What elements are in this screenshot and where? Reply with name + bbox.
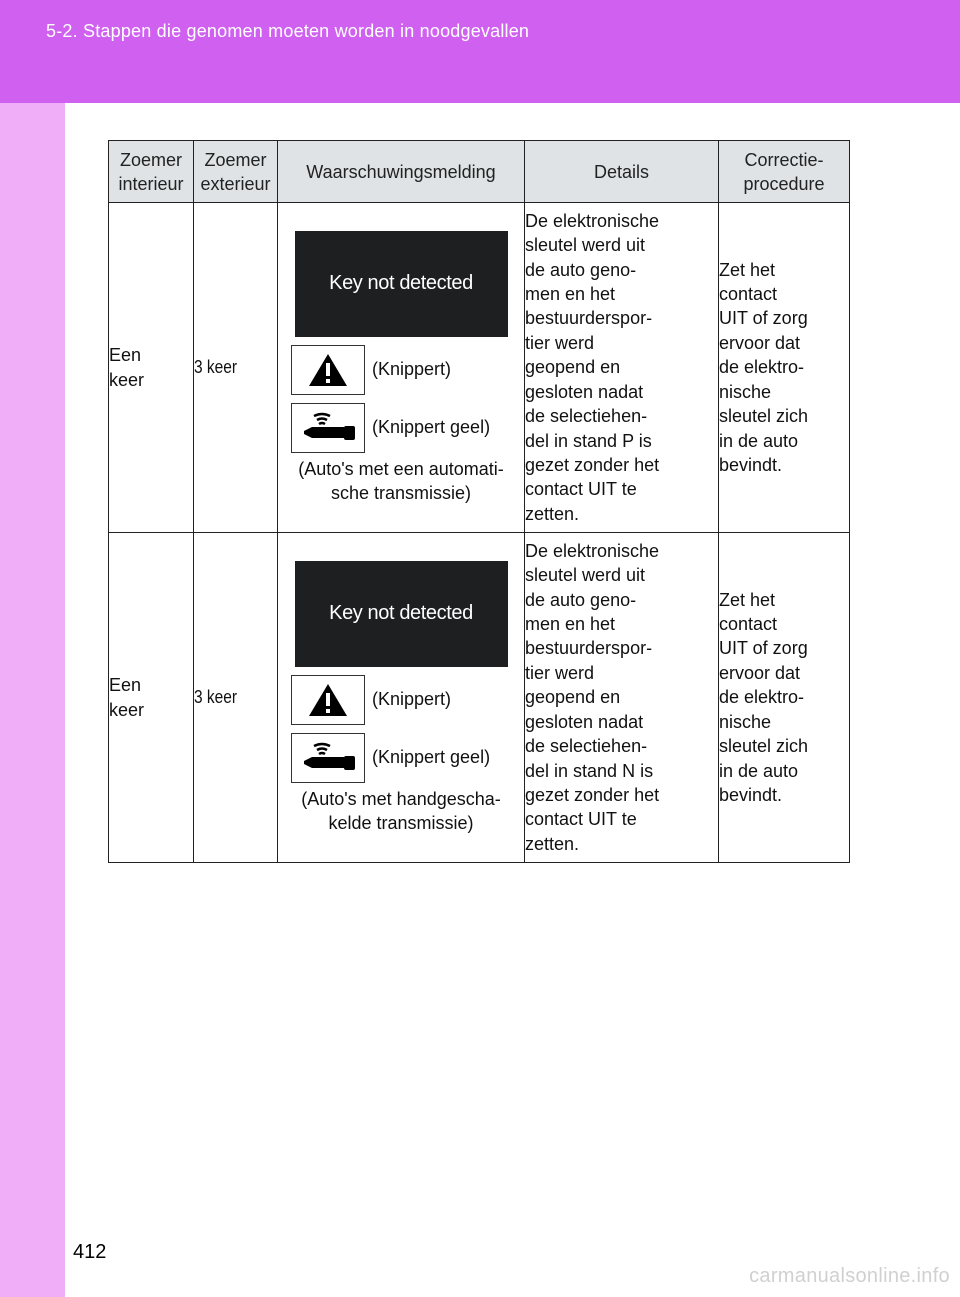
warning-table	[108, 140, 850, 863]
display-screen: Key not detected	[295, 231, 508, 337]
icon-label: (Knippert geel)	[372, 747, 491, 768]
table-header-row	[109, 141, 850, 203]
details-cell: De elektronische sleutel werd uit de auto geno- men en het bestuurderspor- tier werd geopend en gesloten nadat de selectiehen- del in stand N is gezet zonder het contact UIT te zetten.	[525, 533, 719, 863]
header-band	[0, 0, 960, 103]
outer-buzzer-cell: 3 keer	[194, 203, 278, 533]
fix-cell: Zet het contact UIT of zorg ervoor dat de elektro- nische sleutel zich in de auto bevindt.	[719, 203, 850, 533]
side-band	[0, 103, 65, 1297]
header-message: Waarschuwingsmelding	[278, 141, 525, 203]
header-inner-buzzer: Zoemer interieur	[109, 141, 194, 203]
display-screen: Key not detected	[295, 561, 508, 667]
header-details: Details	[525, 141, 719, 203]
icon-label: (Knippert)	[372, 689, 452, 710]
icon-label: (Knippert)	[372, 359, 452, 380]
section-title: 5-2. Stappen die genomen moeten worden in noodgevallen	[46, 21, 530, 41]
message-cell	[278, 203, 525, 533]
header-outer-buzzer: Zoemer exterieur	[194, 141, 278, 203]
inner-buzzer-cell: Een keer	[109, 533, 194, 863]
details-cell: De elektronische sleutel werd uit de auto geno- men en het bestuurderspor- tier werd geopend en gesloten nadat de selectiehen- del in stand P is gezet zonder het contact UIT te zetten.	[525, 203, 719, 533]
table-row	[109, 533, 850, 863]
smart-key-icon	[291, 733, 365, 783]
outer-buzzer-cell: 3 keer	[194, 533, 278, 863]
fix-cell: Zet het contact UIT of zorg ervoor dat de elektro- nische sleutel zich in de auto bevindt.	[719, 533, 850, 863]
transmission-note: (Auto's met een automati- sche transmissie)	[298, 458, 504, 503]
page-number: 412	[73, 1241, 107, 1263]
header-fix: Correctie- procedure	[719, 141, 850, 203]
message-cell	[278, 533, 525, 863]
warning-triangle-icon	[291, 345, 365, 395]
table-row	[109, 203, 850, 533]
inner-buzzer-cell: Een keer	[109, 203, 194, 533]
icon-label: (Knippert geel)	[372, 417, 491, 438]
transmission-note: (Auto's met handgescha- kelde transmissie)	[301, 788, 501, 833]
warning-triangle-icon	[291, 675, 365, 725]
watermark: carmanualsonline.info	[749, 1265, 950, 1287]
smart-key-icon	[291, 403, 365, 453]
